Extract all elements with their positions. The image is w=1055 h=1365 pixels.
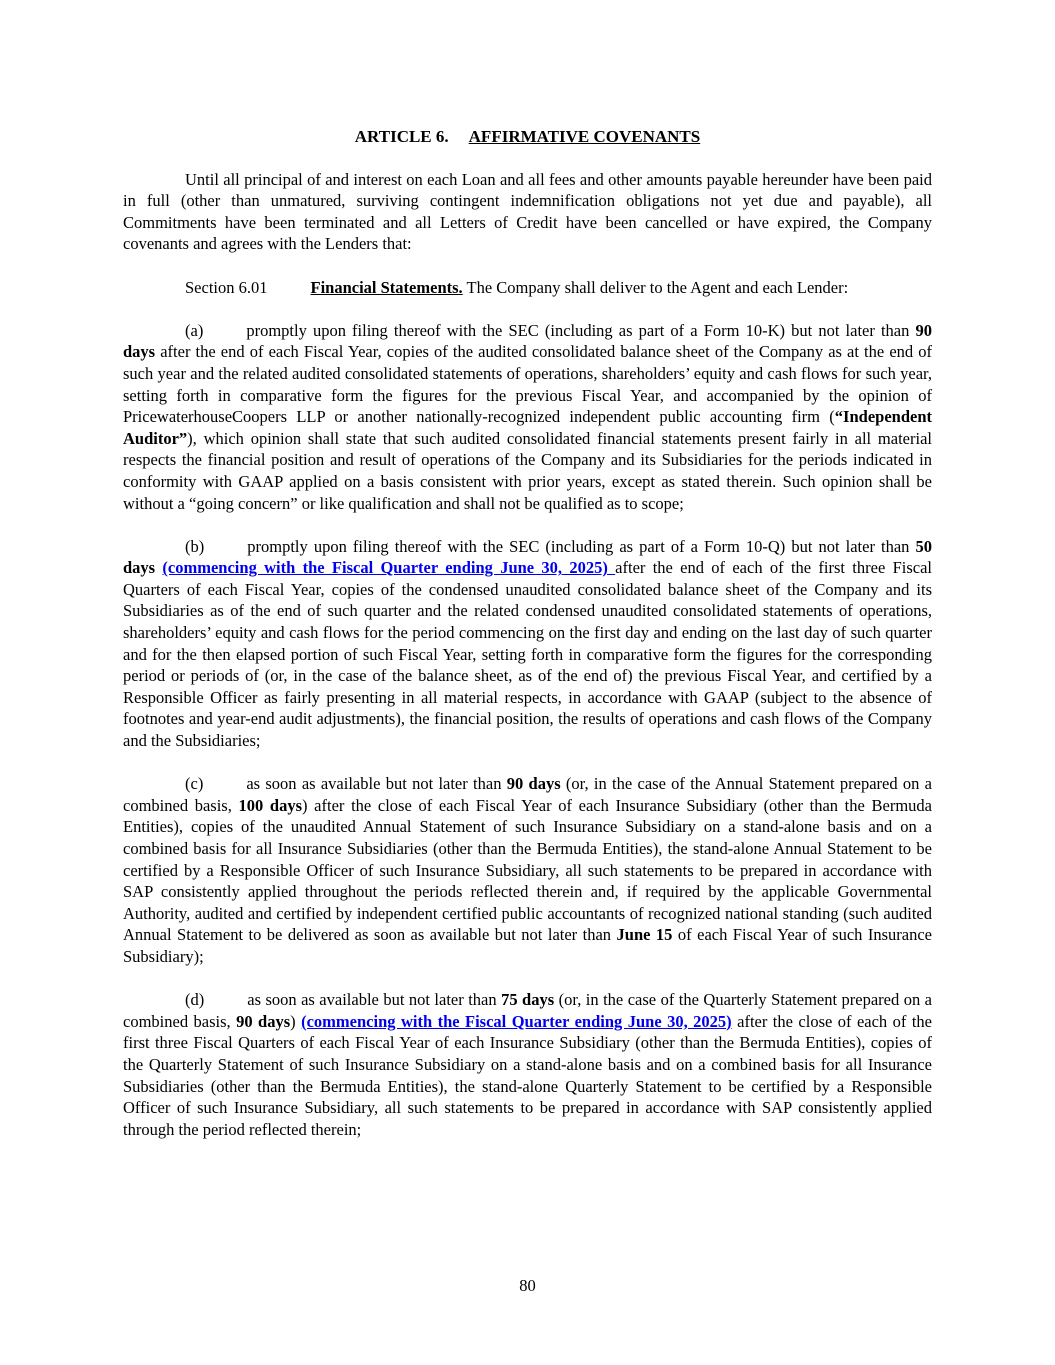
text-run: 100 days [238,795,303,815]
text-run: AFFIRMATIVE COVENANTS [468,127,701,146]
text-run: The Company shall deliver to the Agent and each Lender: [462,277,849,297]
text-run: after the end of each of the first three Fiscal Quarters of each Fiscal Year, copies of the condensed unaudited consolidated balance sheet of the Company and its Subsidiaries as of the end of such quarter and the related condensed unaudited consolidated statements of operations, shareholders’ equity and cash flows for the period commencing on the first day and ending on the last day of such quarter and for the then elapsed portion of such Fiscal Year, setting forth in comparative form the figures for the corresponding period or periods of (or, in the case of the balance sheet, as of the end of) the previous Fiscal Year, and certified by a Responsible Officer as fairly presenting in all material respects, in accordance with GAAP (subject to the absence of footnotes and year-end audit adjustments), the financial position, the results of operations and cash flows of the Company and the Subsidiaries; [123,558,932,751]
text-run: ) [290,1011,302,1031]
section-6-01-heading [123,277,932,299]
text-run: (or, in the case of the Annual Statement prepared on a combined basis, [123,774,932,815]
text-run: Until all principal of and interest on each Loan and all fees and other amounts payable hereunder have been paid in full (other than unmatured, surviving contingent indemnification obligations not yet due and payable), all Commitments have been terminated and all Letters of Credit have been cancelled or have expired, the Company covenants and agrees with the Lenders that: [123,169,932,254]
text-run: (a) [185,320,204,340]
text-run: Section 6.01 [185,277,268,297]
text-run: (b) [185,536,205,556]
text-run: (d) [185,990,205,1010]
article-intro-paragraph [123,169,932,255]
text-run: as soon as available but not later than [246,774,507,794]
text-run: ARTICLE 6. [354,127,449,146]
text-run: 50 days [123,536,932,578]
text-run: (or, in the case of the Quarterly Statement prepared on a combined basis, [123,990,933,1031]
document-body [123,126,932,1162]
article-heading [123,126,932,148]
text-run: as soon as available but not later than [247,990,502,1010]
text-run: promptly upon filing thereof with the SEC (including as part of a Form 10-K) but not later than [246,320,916,340]
text-run: Financial Statements. [310,277,463,297]
text-run: ) after the close of each Fiscal Year of each Insurance Subsidiary (other than the Bermuda Entities), copies of the unaudited Annual Statement of such Insurance Subsidiary on a stand-alone basis and on a combined basis for all Insurance Subsidiaries (other than the Bermuda Entities), the stand-alone Annual Statement to be certified by a Responsible Officer of such Insurance Subsidiary, all such statements to be prepared in accordance with SAP consistently applied throughout the periods reflected therein and, if required by the applicable Governmental Authority, audited and certified by independent certified public accountants of recognized national standing (such audited Annual Statement to be delivered as soon as available but not later than [123,795,932,945]
text-run: after the end of each Fiscal Year, copies of the audited consolidated balance sheet of the Company as at the end of such year and the related audited consolidated statements of operations, shareholders’ equity and cash flows for such year, setting forth in comparative form the figures for the previous Fiscal Year, and accompanied by the opinion of PricewaterhouseCoopers LLP or another nationally-recognized independent public accounting firm ( [123,342,932,427]
clause-d [123,989,932,1140]
text-run: after the close of each of the first three Fiscal Quarters of each Fiscal Year of each Insurance Subsidiary (other than the Bermuda Entities), copies of the Quarterly Statement of such Insurance Subsidiary on a stand-alone basis and on a combined basis for all Insurance Subsidiaries (other than the Bermuda Entities), the stand-alone Quarterly Statement to be certified by a Responsible Officer of such Insurance Subsidiary, all such statements to be prepared in accordance with SAP consistently applied through the period reflected therein; [123,1011,932,1139]
amendment-hyperlink[interactable]: (commencing with the Fiscal Quarter ending June 30, 2025) [301,1011,732,1031]
text-run: 75 days [501,990,555,1010]
text-run: 90 days [123,320,932,362]
text-run: 90 days [236,1011,291,1031]
text-run: promptly upon filing thereof with the SEC (including as part of a Form 10-Q) but not later than [247,536,916,556]
page-number: 80 [519,1276,536,1295]
clause-a [123,320,932,514]
text-run: (c) [185,774,204,794]
amendment-hyperlink[interactable]: (commencing with the Fiscal Quarter ending June 30, 2025) [162,558,616,578]
text-run: 90 days [506,774,561,794]
text-run: June 15 [616,925,673,945]
text-run: of each Fiscal Year of such Insurance Subsidiary); [123,925,933,966]
text-run: ), which opinion shall state that such audited consolidated financial statements present fairly in all material respects the financial position and result of operations of the Company and its Subsidiaries for the periods indicated in conformity with GAAP applied on a basis consistent with prior years, except as stated therein. Such opinion shall be without a “going concern” or like qualification and shall not be qualified as to scope; [123,428,932,513]
clause-c [123,773,932,967]
clause-b [123,536,932,752]
text-run: “Independent Auditor” [123,407,932,448]
